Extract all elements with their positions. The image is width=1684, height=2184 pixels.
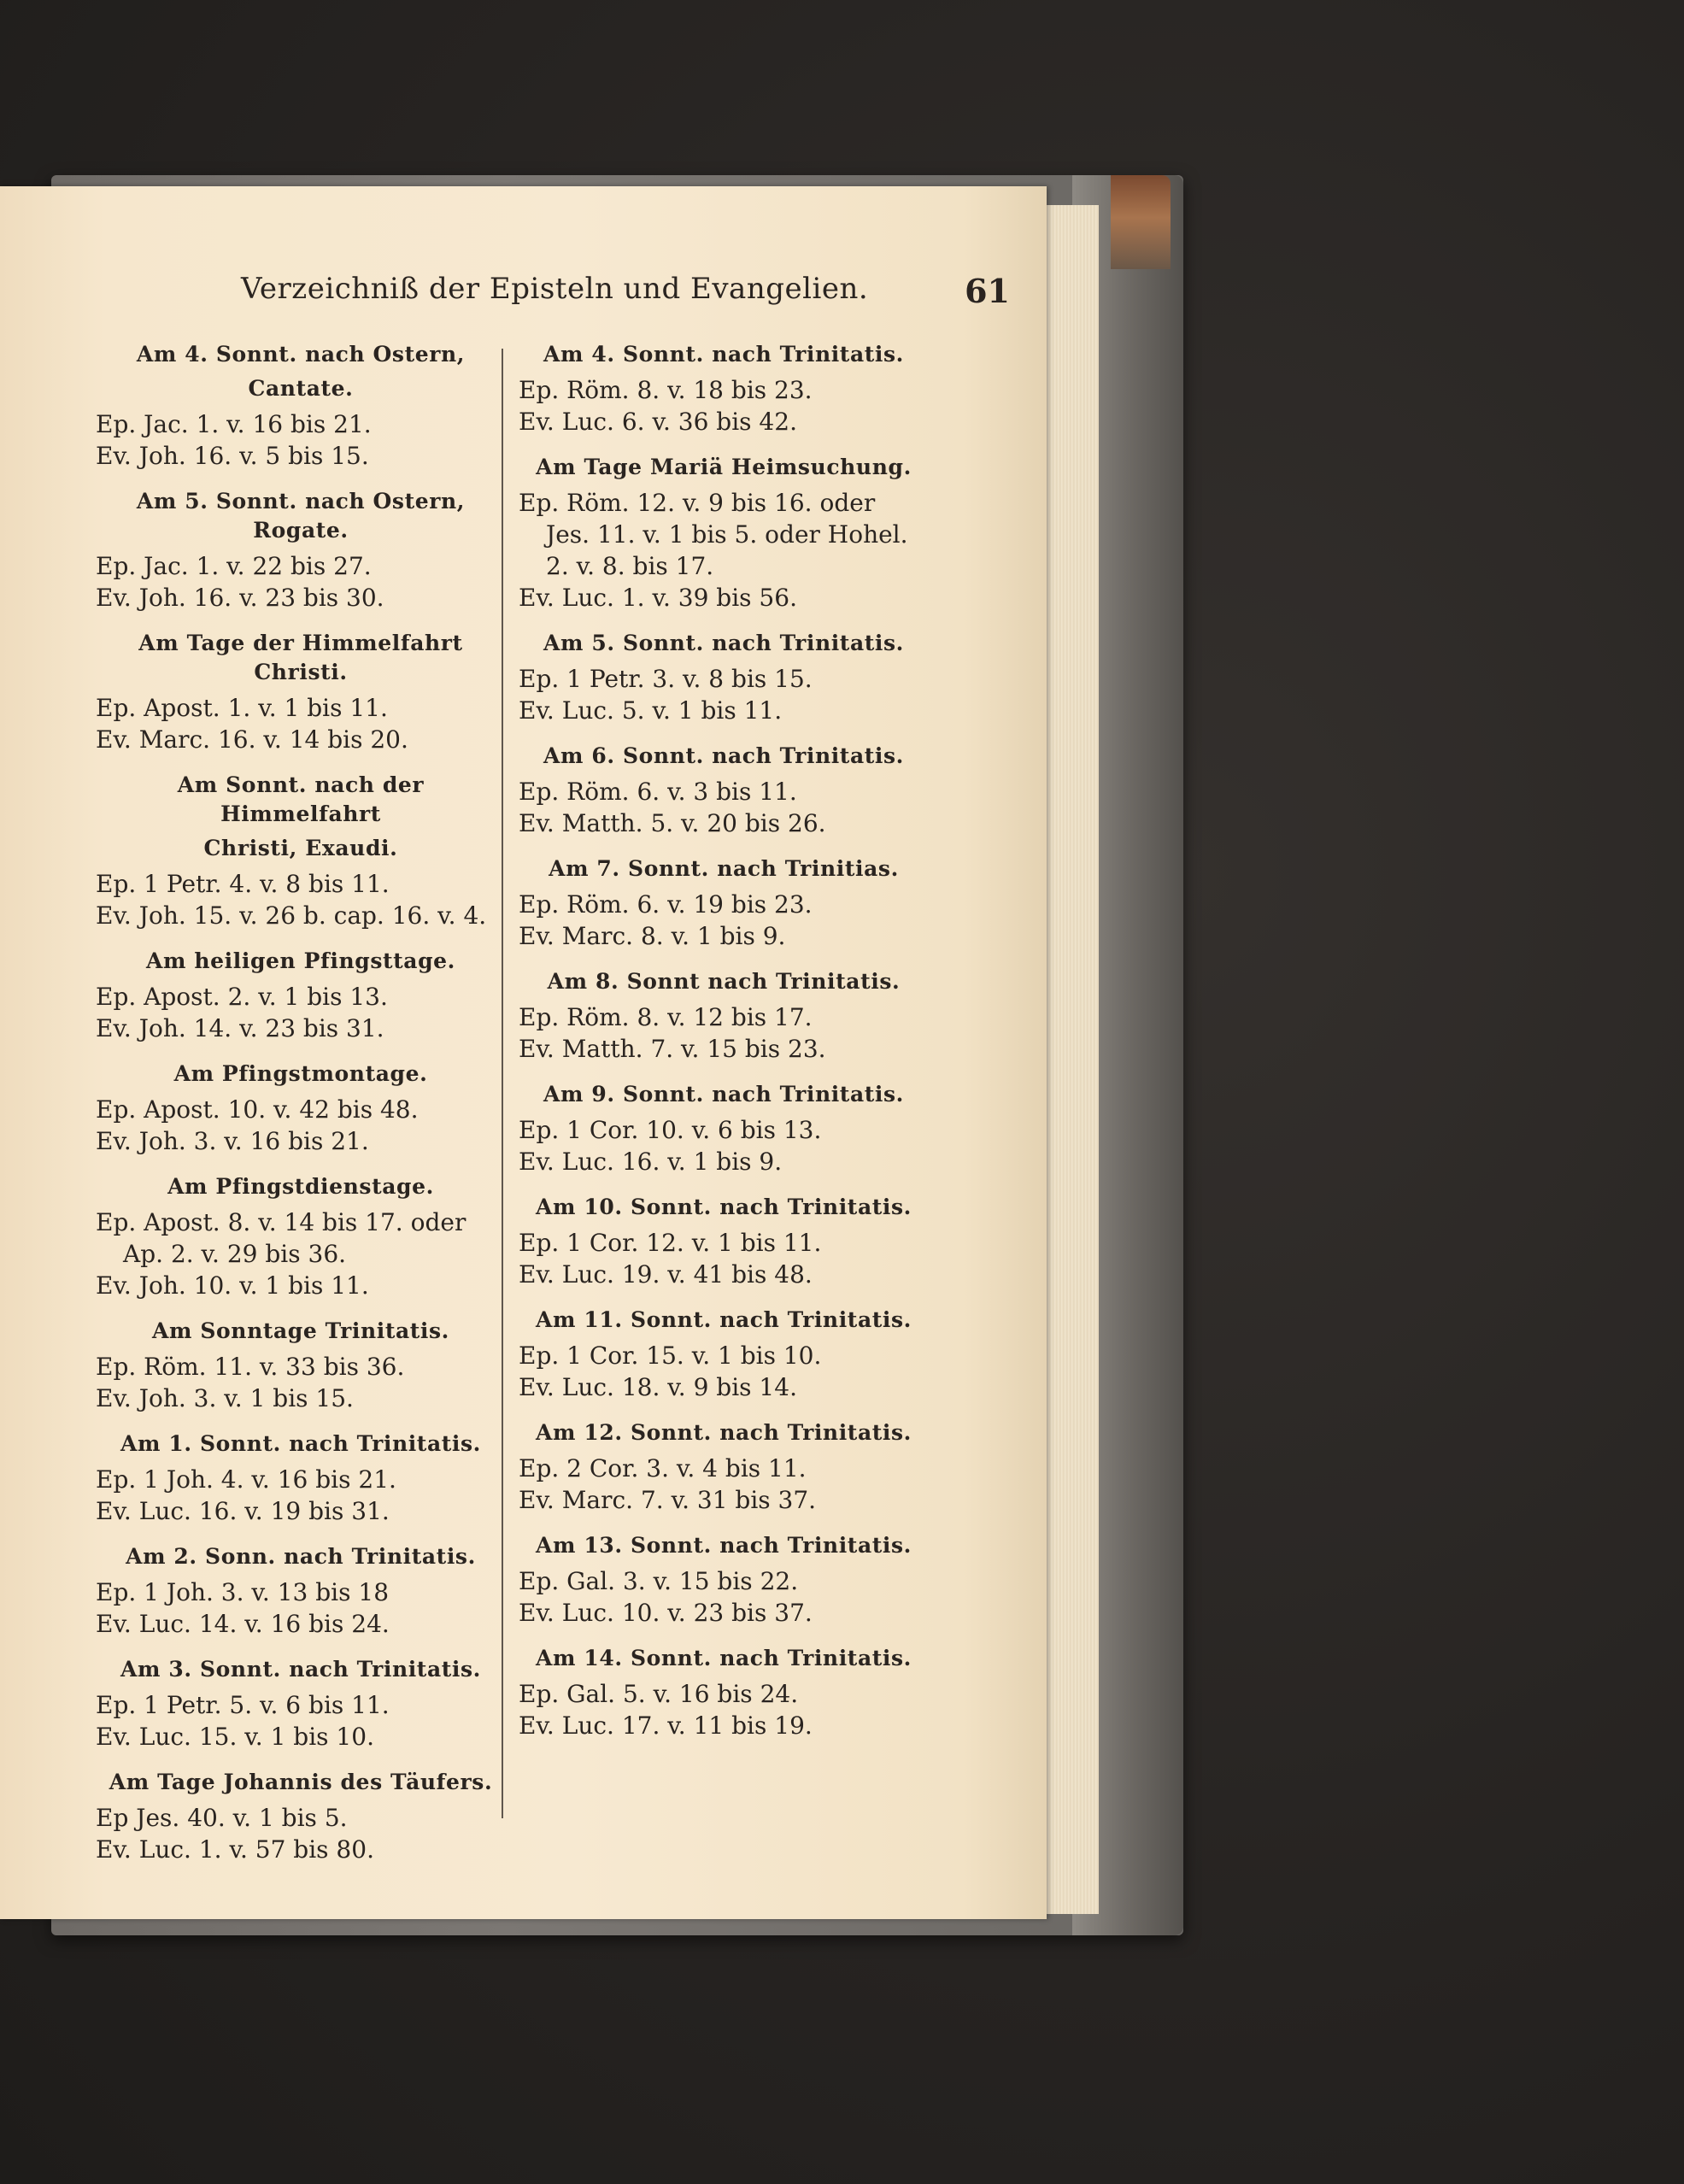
lectionary-entry <box>519 629 929 726</box>
reading-line: Ev. Luc. 5. v. 1 bis 11. <box>519 696 783 725</box>
entry-heading: Am 1. Sonnt. nach Trinitatis. <box>120 1431 481 1456</box>
reading-line: Ev. Marc. 8. v. 1 bis 9. <box>519 922 786 950</box>
reading-line: Ep. Apost. 2. v. 1 bis 13. <box>96 983 388 1011</box>
lectionary-entry <box>519 340 929 437</box>
entry-heading: Am 7. Sonnt. nach Trinitias. <box>549 856 899 881</box>
entry-heading: Am 13. Sonnt. nach Trinitatis. <box>536 1533 912 1558</box>
entry-heading: Am Pfingstdienstage. <box>167 1174 434 1199</box>
reading-line: Ev. Luc. 16. v. 19 bis 31. <box>96 1497 390 1525</box>
lectionary-entry <box>96 1430 506 1527</box>
entry-heading: Am 4. Sonnt. nach Trinitatis. <box>543 342 904 367</box>
reading-line: Ev. Luc. 16. v. 1 bis 9. <box>519 1148 783 1176</box>
lectionary-entry <box>96 1172 506 1301</box>
entry-heading: Am 6. Sonnt. nach Trinitatis. <box>543 743 904 768</box>
reading-line: Ev. Joh. 14. v. 23 bis 31. <box>96 1014 384 1042</box>
reading-line: Ep. 1 Joh. 3. v. 13 bis 18 <box>96 1578 390 1606</box>
reading-line: Ep. Röm. 6. v. 3 bis 11. <box>519 778 797 806</box>
lectionary-entry <box>519 1644 929 1741</box>
running-title: Verzeichniß der Episteln und Evangelien. <box>241 272 869 306</box>
reading-line: Ev. Joh. 16. v. 5 bis 15. <box>96 442 369 470</box>
reading-line: Ev. Matth. 5. v. 20 bis 26. <box>519 809 826 837</box>
reading-line: Ep. 1 Petr. 5. v. 6 bis 11. <box>96 1691 390 1719</box>
reading-line: Ev. Luc. 1. v. 39 bis 56. <box>519 584 797 612</box>
entry-heading: Am Sonntage Trinitatis. <box>152 1318 449 1343</box>
entry-heading: Am 14. Sonnt. nach Trinitatis. <box>536 1646 912 1670</box>
entry-heading: Am heiligen Pfingsttage. <box>146 948 455 973</box>
reading-line: Ev. Luc. 18. v. 9 bis 14. <box>519 1373 797 1401</box>
lectionary-entry <box>96 947 506 1044</box>
entry-heading: Am Tage Mariä Heimsuchung. <box>536 455 912 479</box>
reading-line: Jes. 11. v. 1 bis 5. oder Hohel. <box>546 520 908 549</box>
entry-heading: Am 10. Sonnt. nach Trinitatis. <box>536 1195 912 1219</box>
entry-heading: Am 5. Sonnt. nach Trinitatis. <box>543 631 904 655</box>
entry-heading: Am 11. Sonnt. nach Trinitatis. <box>536 1307 912 1332</box>
entry-heading: Am 3. Sonnt. nach Trinitatis. <box>120 1657 481 1682</box>
reading-line: Ep. 2 Cor. 3. v. 4 bis 11. <box>519 1454 807 1482</box>
lectionary-entry <box>96 1768 506 1865</box>
worn-cover-corner <box>1111 175 1171 269</box>
lectionary-entry <box>96 340 506 472</box>
entry-heading: Am 4. Sonnt. nach Ostern, <box>136 342 466 367</box>
reading-line: Ev. Luc. 14. v. 16 bis 24. <box>96 1610 390 1638</box>
lectionary-entry <box>519 1418 929 1516</box>
right-column <box>519 340 929 1757</box>
entry-heading: Am 2. Sonn. nach Trinitatis. <box>126 1544 476 1569</box>
reading-line: Ep. 1 Petr. 3. v. 8 bis 15. <box>519 665 813 693</box>
lectionary-entry <box>96 1317 506 1414</box>
reading-line: Ev. Luc. 15. v. 1 bis 10. <box>96 1723 374 1751</box>
entry-heading: Am 9. Sonnt. nach Trinitatis. <box>543 1082 904 1107</box>
reading-line: Ev. Luc. 19. v. 41 bis 48. <box>519 1260 813 1289</box>
reading-line: Ev. Marc. 16. v. 14 bis 20. <box>96 725 408 754</box>
reading-line: Ev. Luc. 6. v. 36 bis 42. <box>519 408 797 436</box>
reading-line: Ep. Röm. 6. v. 19 bis 23. <box>519 890 813 919</box>
reading-line: Ep. Gal. 3. v. 15 bis 22. <box>519 1567 799 1595</box>
reading-line: Ep. Röm. 12. v. 9 bis 16. oder <box>519 489 876 517</box>
reading-line: Ev. Luc. 10. v. 23 bis 37. <box>519 1599 813 1627</box>
reading-line: Ev. Matth. 7. v. 15 bis 23. <box>519 1035 826 1063</box>
reading-line: Ep. Apost. 10. v. 42 bis 48. <box>96 1095 419 1124</box>
reading-line: Ep. Jac. 1. v. 22 bis 27. <box>96 552 372 580</box>
lectionary-entry <box>96 487 506 614</box>
lectionary-entry <box>96 1060 506 1157</box>
lectionary-entry <box>96 1655 506 1752</box>
running-head <box>241 272 1010 323</box>
reading-line: Ep. Röm. 8. v. 12 bis 17. <box>519 1003 813 1031</box>
book-page <box>0 186 1047 1919</box>
lectionary-entry <box>519 1306 929 1403</box>
reading-line: Ep. 1 Cor. 12. v. 1 bis 11. <box>519 1229 822 1257</box>
lectionary-entry <box>96 1542 506 1640</box>
reading-line: Ep. Röm. 8. v. 18 bis 23. <box>519 376 813 404</box>
lectionary-entry <box>96 629 506 755</box>
reading-line: Ep. Röm. 11. v. 33 bis 36. <box>96 1353 405 1381</box>
entry-heading: Am Sonnt. nach der Himmelfahrt <box>177 772 425 826</box>
reading-line: Ep. Apost. 1. v. 1 bis 11. <box>96 694 388 722</box>
lectionary-entry <box>519 1193 929 1290</box>
lectionary-entry <box>519 742 929 839</box>
entry-heading: Christi, Exaudi. <box>203 836 398 860</box>
reading-line: Ev. Joh. 3. v. 16 bis 21. <box>96 1127 369 1155</box>
reading-line: Ep. Gal. 5. v. 16 bis 24. <box>519 1680 799 1708</box>
left-column <box>96 340 506 1881</box>
reading-line: 2. v. 8. bis 17. <box>546 552 714 580</box>
reading-line: Ev. Joh. 16. v. 23 bis 30. <box>96 584 384 612</box>
entry-heading: Am 8. Sonnt nach Trinitatis. <box>547 969 901 994</box>
reading-line: Ev. Joh. 15. v. 26 b. cap. 16. v. 4. <box>96 901 487 930</box>
lectionary-entry <box>519 854 929 952</box>
entry-heading: Am Tage der Himmelfahrt Christi. <box>138 631 463 684</box>
reading-line: Ep. Apost. 8. v. 14 bis 17. oder <box>96 1208 466 1236</box>
reading-line: Ev. Joh. 10. v. 1 bis 11. <box>96 1271 369 1300</box>
page-number: 61 <box>965 272 1010 310</box>
lectionary-entry <box>519 1531 929 1629</box>
lectionary-entry <box>519 967 929 1065</box>
reading-line: Ev. Marc. 7. v. 31 bis 37. <box>519 1486 817 1514</box>
entry-heading: Am Pfingstmontage. <box>173 1061 428 1086</box>
reading-line: Ev. Luc. 17. v. 11 bis 19. <box>519 1711 813 1740</box>
page-text-block <box>96 272 1010 1864</box>
reading-line: Ep Jes. 40. v. 1 bis 5. <box>96 1804 348 1832</box>
reading-line: Ep. 1 Petr. 4. v. 8 bis 11. <box>96 870 390 898</box>
reading-line: Ev. Luc. 1. v. 57 bis 80. <box>96 1835 374 1864</box>
reading-line: Ep. Jac. 1. v. 16 bis 21. <box>96 410 372 438</box>
lectionary-entry <box>519 1080 929 1177</box>
reading-line: Ep. 1 Cor. 15. v. 1 bis 10. <box>519 1342 822 1370</box>
entry-heading: Am Tage Johannis des Täufers. <box>109 1770 493 1794</box>
reading-line: Ep. 1 Cor. 10. v. 6 bis 13. <box>519 1116 822 1144</box>
reading-line: Ev. Joh. 3. v. 1 bis 15. <box>96 1384 354 1412</box>
entry-heading: Am 5. Sonnt. nach Ostern, Rogate. <box>136 489 466 543</box>
entry-heading: Cantate. <box>248 376 354 401</box>
entry-heading: Am 12. Sonnt. nach Trinitatis. <box>536 1420 912 1445</box>
lectionary-entry <box>519 453 929 614</box>
lectionary-entry <box>96 771 506 931</box>
reading-line: Ep. 1 Joh. 4. v. 16 bis 21. <box>96 1465 396 1494</box>
reading-line: Ap. 2. v. 29 bis 36. <box>123 1240 347 1268</box>
